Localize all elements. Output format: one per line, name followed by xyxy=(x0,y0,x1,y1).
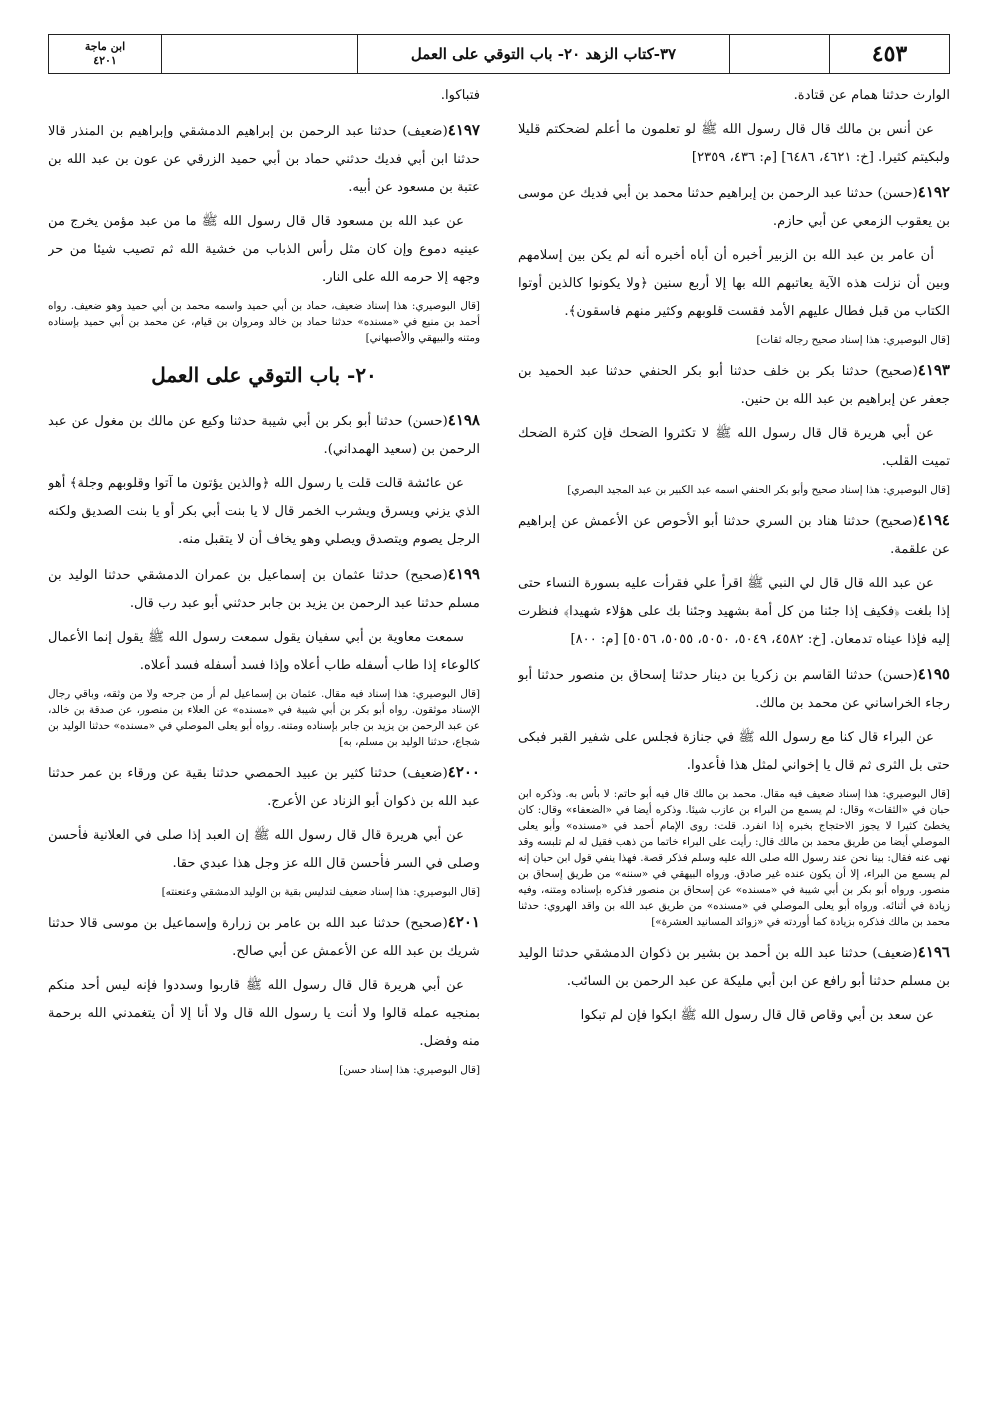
hadith-isnad xyxy=(48,406,480,464)
hadith-number: ٤١٩٩ xyxy=(447,565,480,583)
hadith-text xyxy=(518,724,950,780)
paragraph-text: فتباكوا. xyxy=(440,88,480,103)
paragraph-text: سمعت معاوية بن أبي سفيان يقول سمعت رسول الله ﷺ يقول إنما الأعمال كالوعاء إذا طاب أسفله طاب أعلاه وإذا فسد أسفله فسد أعلاه. xyxy=(48,630,480,673)
hadith-isnad xyxy=(518,178,950,236)
footnote: [قال البوصيري: هذا إسناد ضعيف فيه مقال. محمد بن مالك قال فيه أبو حاتم: لا بأس به. وذكره ابن حبان في «الثقات» وقال: لم يسمع من البراء بن عازب شيئا. وذكره أيضا في «الضعفاء» وقال: كان يخطئ كثيرا لا يجوز الاحتجاج بخبره إذا انفرد. قلت: روى الإمام أحمد في «مسنده» وأبو يعلى الموصلي أيضا من طريق محمد بن مالك قال: رأيت على البراء خاتما من ذهب فقيل له لم تلبسه وقد نهى عنه فقال: بينا نحن عند رسول الله صلى الله عليه وسلم فذكر قصة. فهذا ينفي قول ابن حبان إنه لم يسمع من البراء، إلا أن يكون عنده غير صادق. ورواه البيهقي في «سننه» من طريق إسحاق بن منصور. ورواه أبو بكر بن أبي شيبة في «مسنده» عن إسحاق بن منصور فذكره بإسناده ومتنه، وفيه زيادة في أثنائه. ورواه أبو يعلى الموصلي في «مسنده» من طريق عبد الله بن واقد الهروي: حدثنا محمد بن مالك فذكره بزيادة كما أوردته في «زوائد المسانيد العشرة»] xyxy=(518,788,950,928)
paragraph-text: (ضعيف) حدثنا عبد الرحمن بن إبراهيم الدمشقي وإبراهيم بن المنذر قالا حدثنا ابن أبي فديك حدثني حماد بن أبي حميد الزرقي عن عون بن عبد الله بن عتبة بن مسعود عن أبيه. xyxy=(48,124,480,195)
footnote: [قال البوصيري: هذا إسناد صحيح وأبو بكر الحنفي اسمه عبد الكبير بن عبد المجيد البصري] xyxy=(567,484,950,496)
hadith-text xyxy=(518,420,950,476)
footnote: [قال البوصيري: هذا إسناد ضعيف لتدليس بقية بن الوليد الدمشقي وعنعنته] xyxy=(161,886,480,898)
page-header xyxy=(48,34,950,74)
hadith-text xyxy=(518,242,950,326)
hadith-reference-box xyxy=(49,35,161,73)
hadith-text xyxy=(518,116,950,172)
hadith-text xyxy=(518,570,950,654)
hadith-text xyxy=(48,822,480,878)
hadith-number: ٤١٩٧ xyxy=(447,121,480,139)
paragraph-text: عن أنس بن مالك قال قال رسول الله ﷺ لو تعلمون ما أعلم لضحكتم قليلا ولبكيتم كثيرا. [خ: ٤٦٢١، ٦٤٨٦] [م: ٤٣٦، ٢٣٥٩] xyxy=(518,122,950,165)
hadith-isnad xyxy=(518,938,950,996)
page-number: ٤٥٣ xyxy=(829,35,949,73)
paragraph-text: (حسن) حدثنا القاسم بن زكريا بن دينار حدثنا إسحاق بن منصور حدثنا أبو رجاء الخراساني عن محمد بن مالك. xyxy=(518,668,950,711)
header-spacer-2 xyxy=(161,35,357,73)
paragraph-text: (حسن) حدثنا أبو بكر بن أبي شيبة حدثنا وكيع عن مالك بن مغول عن عبد الرحمن بن (سعيد الهمداني). xyxy=(48,414,480,457)
hadith-text xyxy=(48,82,480,110)
paragraph-text: عن عائشة قالت قلت يا رسول الله ﴿والذين يؤتون ما آتوا وقلوبهم وجلة﴾ أهو الذي يزني ويسرق ويشرب الخمر قال لا يا بنت أبي بكر أو يا بنت الصديق ولكنه الرجل يصوم ويتصدق ويصلي وهو يخاف أن لا يتقبل منه. xyxy=(48,476,480,547)
hadith-number: ٤١٩٦ xyxy=(917,943,950,961)
footnote: [قال البوصيري: هذا إسناد ضعيف، حماد بن أبي حميد واسمه محمد بن أبي حميد وهو ضعيف. رواه أحمد بن منيع في «مسنده» حدثنا حماد بن خالد ومروان بن قيام، عن محمد بن أبي حميد بإسناده ومتنه والبيهقي والأصبهاني] xyxy=(48,300,480,344)
header-spacer xyxy=(729,35,829,73)
hadith-number: ٤١٩٢ xyxy=(917,183,950,201)
hadith-isnad xyxy=(518,356,950,414)
hadith-text xyxy=(518,1002,950,1030)
paragraph-text: (صحيح) حدثنا بكر بن خلف حدثنا أبو بكر الحنفي حدثنا عبد الحميد بن جعفر عن إبراهيم بن عبد الله بن حنين. xyxy=(518,364,950,407)
paragraph-text: (صحيح) حدثنا عثمان بن إسماعيل بن عمران الدمشقي حدثنا الوليد بن مسلم حدثنا عبد الرحمن بن يزيد بن جابر حدثني أبو عبد رب قال. xyxy=(48,568,480,611)
paragraph-text: عن أبي هريرة قال قال رسول الله ﷺ قاربوا وسددوا فإنه ليس أحد منكم بمنجيه عمله قالوا ولا أنت يا رسول الله قال ولا أنا إلا أن يتغمدني الله برحمة منه وفضل. xyxy=(48,978,480,1049)
hadith-text xyxy=(518,82,950,110)
hadith-isnad xyxy=(48,758,480,816)
paragraph-text: عن البراء قال كنا مع رسول الله ﷺ في جنازة فجلس على شفير القبر فبكى حتى بل الثرى ثم قال يا إخواني لمثل هذا فأعدوا. xyxy=(518,730,950,773)
hadith-number: ٤١٩٤ xyxy=(917,511,950,529)
hadith-isnad xyxy=(48,560,480,618)
left-column xyxy=(48,82,480,1372)
hadith-isnad xyxy=(518,506,950,564)
hadith-number: ٤١٩٣ xyxy=(917,361,950,379)
hadith-number: ٤٢٠٠ xyxy=(447,763,480,781)
paragraph-text: (حسن) حدثنا عبد الرحمن بن إبراهيم حدثنا محمد بن أبي فديك عن موسى بن يعقوب الزمعي عن أبي حازم. xyxy=(518,186,950,229)
paragraph-text: عن عبد الله قال قال لي النبي ﷺ اقرأ علي فقرأت عليه بسورة النساء حتى إذا بلغت ﴿فكيف إذا جئنا من كل أمة بشهيد وجئنا بك على هؤلاء شهيدا﴾ فنظرت إليه فإذا عيناه تدمعان. [خ: ٤٥٨٢، ٥٠٤٩، ٥٠٥٠، ٥٠٥٥، ٥٠٥٦] [م: ٨٠٠] xyxy=(518,576,950,647)
page xyxy=(48,34,950,1374)
hadith-text xyxy=(48,972,480,1056)
hadith-isnad xyxy=(48,116,480,202)
paragraph-text: (صحيح) حدثنا هناد بن السري حدثنا أبو الأحوص عن الأعمش عن إبراهيم عن علقمة. xyxy=(518,514,950,557)
paragraph-text: عن سعد بن أبي وقاص قال قال رسول الله ﷺ ابكوا فإن لم تبكوا xyxy=(580,1008,934,1023)
running-title: ٣٧-كتاب الزهد ٢٠- باب التوقي على العمل xyxy=(357,35,729,73)
hadith-number: ٤١٩٨ xyxy=(447,411,480,429)
hadith-isnad xyxy=(518,660,950,718)
hadith-number: ٤٢٠١ xyxy=(447,913,480,931)
paragraph-text: الوارث حدثنا همام عن قتادة. xyxy=(793,88,950,103)
hadith-text xyxy=(48,470,480,554)
footnote: [قال البوصيري: هذا إسناد صحيح رجاله ثقات] xyxy=(756,334,950,346)
reference-number: ٤٢٠١ xyxy=(93,54,117,67)
paragraph-text: عن أبي هريرة قال قال رسول الله ﷺ لا تكثروا الضحك فإن كثرة الضحك تميت القلب. xyxy=(518,426,950,469)
paragraph-text: عن عبد الله بن مسعود قال قال رسول الله ﷺ ما من عبد مؤمن يخرج من عينيه دموع وإن كان مثل رأس الذباب من خشية الله ثم تصيب شيئا من حر وجهه إلا حرمه الله على النار. xyxy=(48,214,480,285)
hadith-text xyxy=(48,208,480,292)
paragraph-text: (ضعيف) حدثنا عبد الله بن أحمد بن بشير بن ذكوان الدمشقي حدثنا الوليد بن مسلم حدثنا أبو رافع عن ابن أبي مليكة عن عبد الرحمن بن السائب. xyxy=(518,946,950,989)
right-column xyxy=(518,82,950,1372)
footnote: [قال البوصيري: هذا إسناد حسن] xyxy=(339,1064,480,1076)
hadith-text xyxy=(48,624,480,680)
paragraph-text: أن عامر بن عبد الله بن الزبير أخبره أن أباه أخبره أنه لم يكن بين إسلامهم وبين أن نزلت هذه الآية يعاتبهم الله بها إلا أربع سنين ﴿ولا يكونوا كالذين أوتوا الكتاب من قبل فطال عليهم الأمد فقست قلوبهم وكثير منهم فاسقون﴾. xyxy=(518,248,950,319)
paragraph-text: عن أبي هريرة قال قال رسول الله ﷺ إن العبد إذا صلى في العلانية فأحسن وصلى في السر فأحسن قال الله عز وجل هذا عبدي حقا. xyxy=(48,828,480,871)
hadith-number: ٤١٩٥ xyxy=(917,665,950,683)
hadith-isnad xyxy=(48,908,480,966)
reference-label: ابن ماجة xyxy=(84,40,126,53)
footnote: [قال البوصيري: هذا إسناد فيه مقال. عثمان بن إسماعيل لم أر من جرحه ولا من وثقه، وباقي رجال الإسناد موثقون. رواه أبو بكر بن أبي شيبة في «مسنده» عن العلاء بن منصور، عن صدقة بن خالد، عن عبد الرحمن بن يزيد بن جابر بإسناده ومتنه. رواه أبو يعلى الموصلي في «مسنده» حدثنا الوليد بن شجاع، حدثنا الوليد بن مسلم، به] xyxy=(48,688,480,748)
paragraph-text: (ضعيف) حدثنا كثير بن عبيد الحمصي حدثنا بقية عن ورقاء بن عمر حدثنا عبد الله بن ذكوان أبو الزناد عن الأعرج. xyxy=(48,766,480,809)
chapter-heading: ٢٠- باب التوقي على العمل xyxy=(151,363,377,387)
paragraph-text: (صحيح) حدثنا عبد الله بن عامر بن زرارة وإسماعيل بن موسى قالا حدثنا شريك بن عبد الله عن الأعمش عن أبي صالح. xyxy=(48,916,480,959)
